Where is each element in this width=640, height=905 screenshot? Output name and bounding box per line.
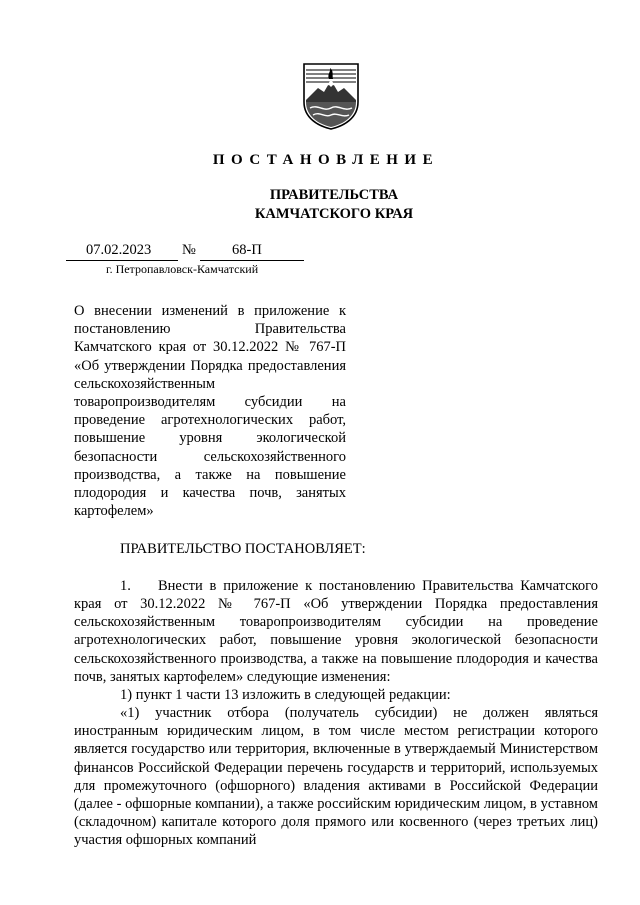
number-underline [200, 260, 304, 261]
city-line: г. Петропавловск-Камчатский [106, 262, 259, 276]
item-1 [74, 577, 598, 686]
quoted-text: «1) участник отбора (получатель субсидии) не должен являться иностранным юридическим лицом, в том числе местом регистрации которого является государство или территория, включенные в утверждаемый Министерством финансов Российской Федерации перечень государств и территорий, используемых для промежуточного (офшорного) владения активами в Российской Федерации (далее - офшорные компании), а также российским юридическим лицом, в уставном (складочном) капитале которого доля прямого или косвенного (через третьих лиц) участия офшорных компаний [74, 705, 598, 849]
subitem-1: 1) пункт 1 части 13 изложить в следующей редакции: [120, 686, 451, 703]
resolution-heading: ПРАВИТЕЛЬСТВО ПОСТАНОВЛЯЕТ: [120, 541, 366, 557]
document-subject: О внесении изменений в приложение к постановлению Правительства Камчатского края от 30.12.2022 № 767-П «Об утверждении Порядка предоставления сельскохозяйственным товаропроизводителям субсидии на проведение агротехнологических работ, повышение уровня экологической безопасности сельскохозяйственного производства, а также на повышение плодородия и качества почв, занятых картофелем» [74, 303, 346, 520]
kamchatka-coat-of-arms-icon [300, 62, 362, 130]
date-underline [66, 260, 178, 261]
registration-number-label: № [182, 242, 196, 258]
item-1-number: 1. [120, 578, 131, 594]
issuer-line-1: ПРАВИТЕЛЬСТВА [269, 187, 399, 203]
document-type-title: ПОСТАНОВЛЕНИЕ [212, 152, 440, 168]
registration-date: 07.02.2023 [86, 242, 152, 258]
issuer-name [0, 186, 640, 224]
registration-number: 68-П [232, 242, 262, 258]
issuer-line-2: КАМЧАТСКОГО КРАЯ [254, 206, 414, 222]
document-body [74, 577, 598, 849]
item-1-text: Внести в приложение к постановлению Правительства Камчатского края от 30.12.2022 № 767-П «Об утверждении Порядка предоставления сельскохозяйственным товаропроизводителям субсидии на проведение агротехнологических работ, повышение уровня экологической безопасности сельскохозяйственного производства, а также на повышение плодородия и качества почв, занятых картофелем» следующие изменения: [74, 578, 598, 685]
